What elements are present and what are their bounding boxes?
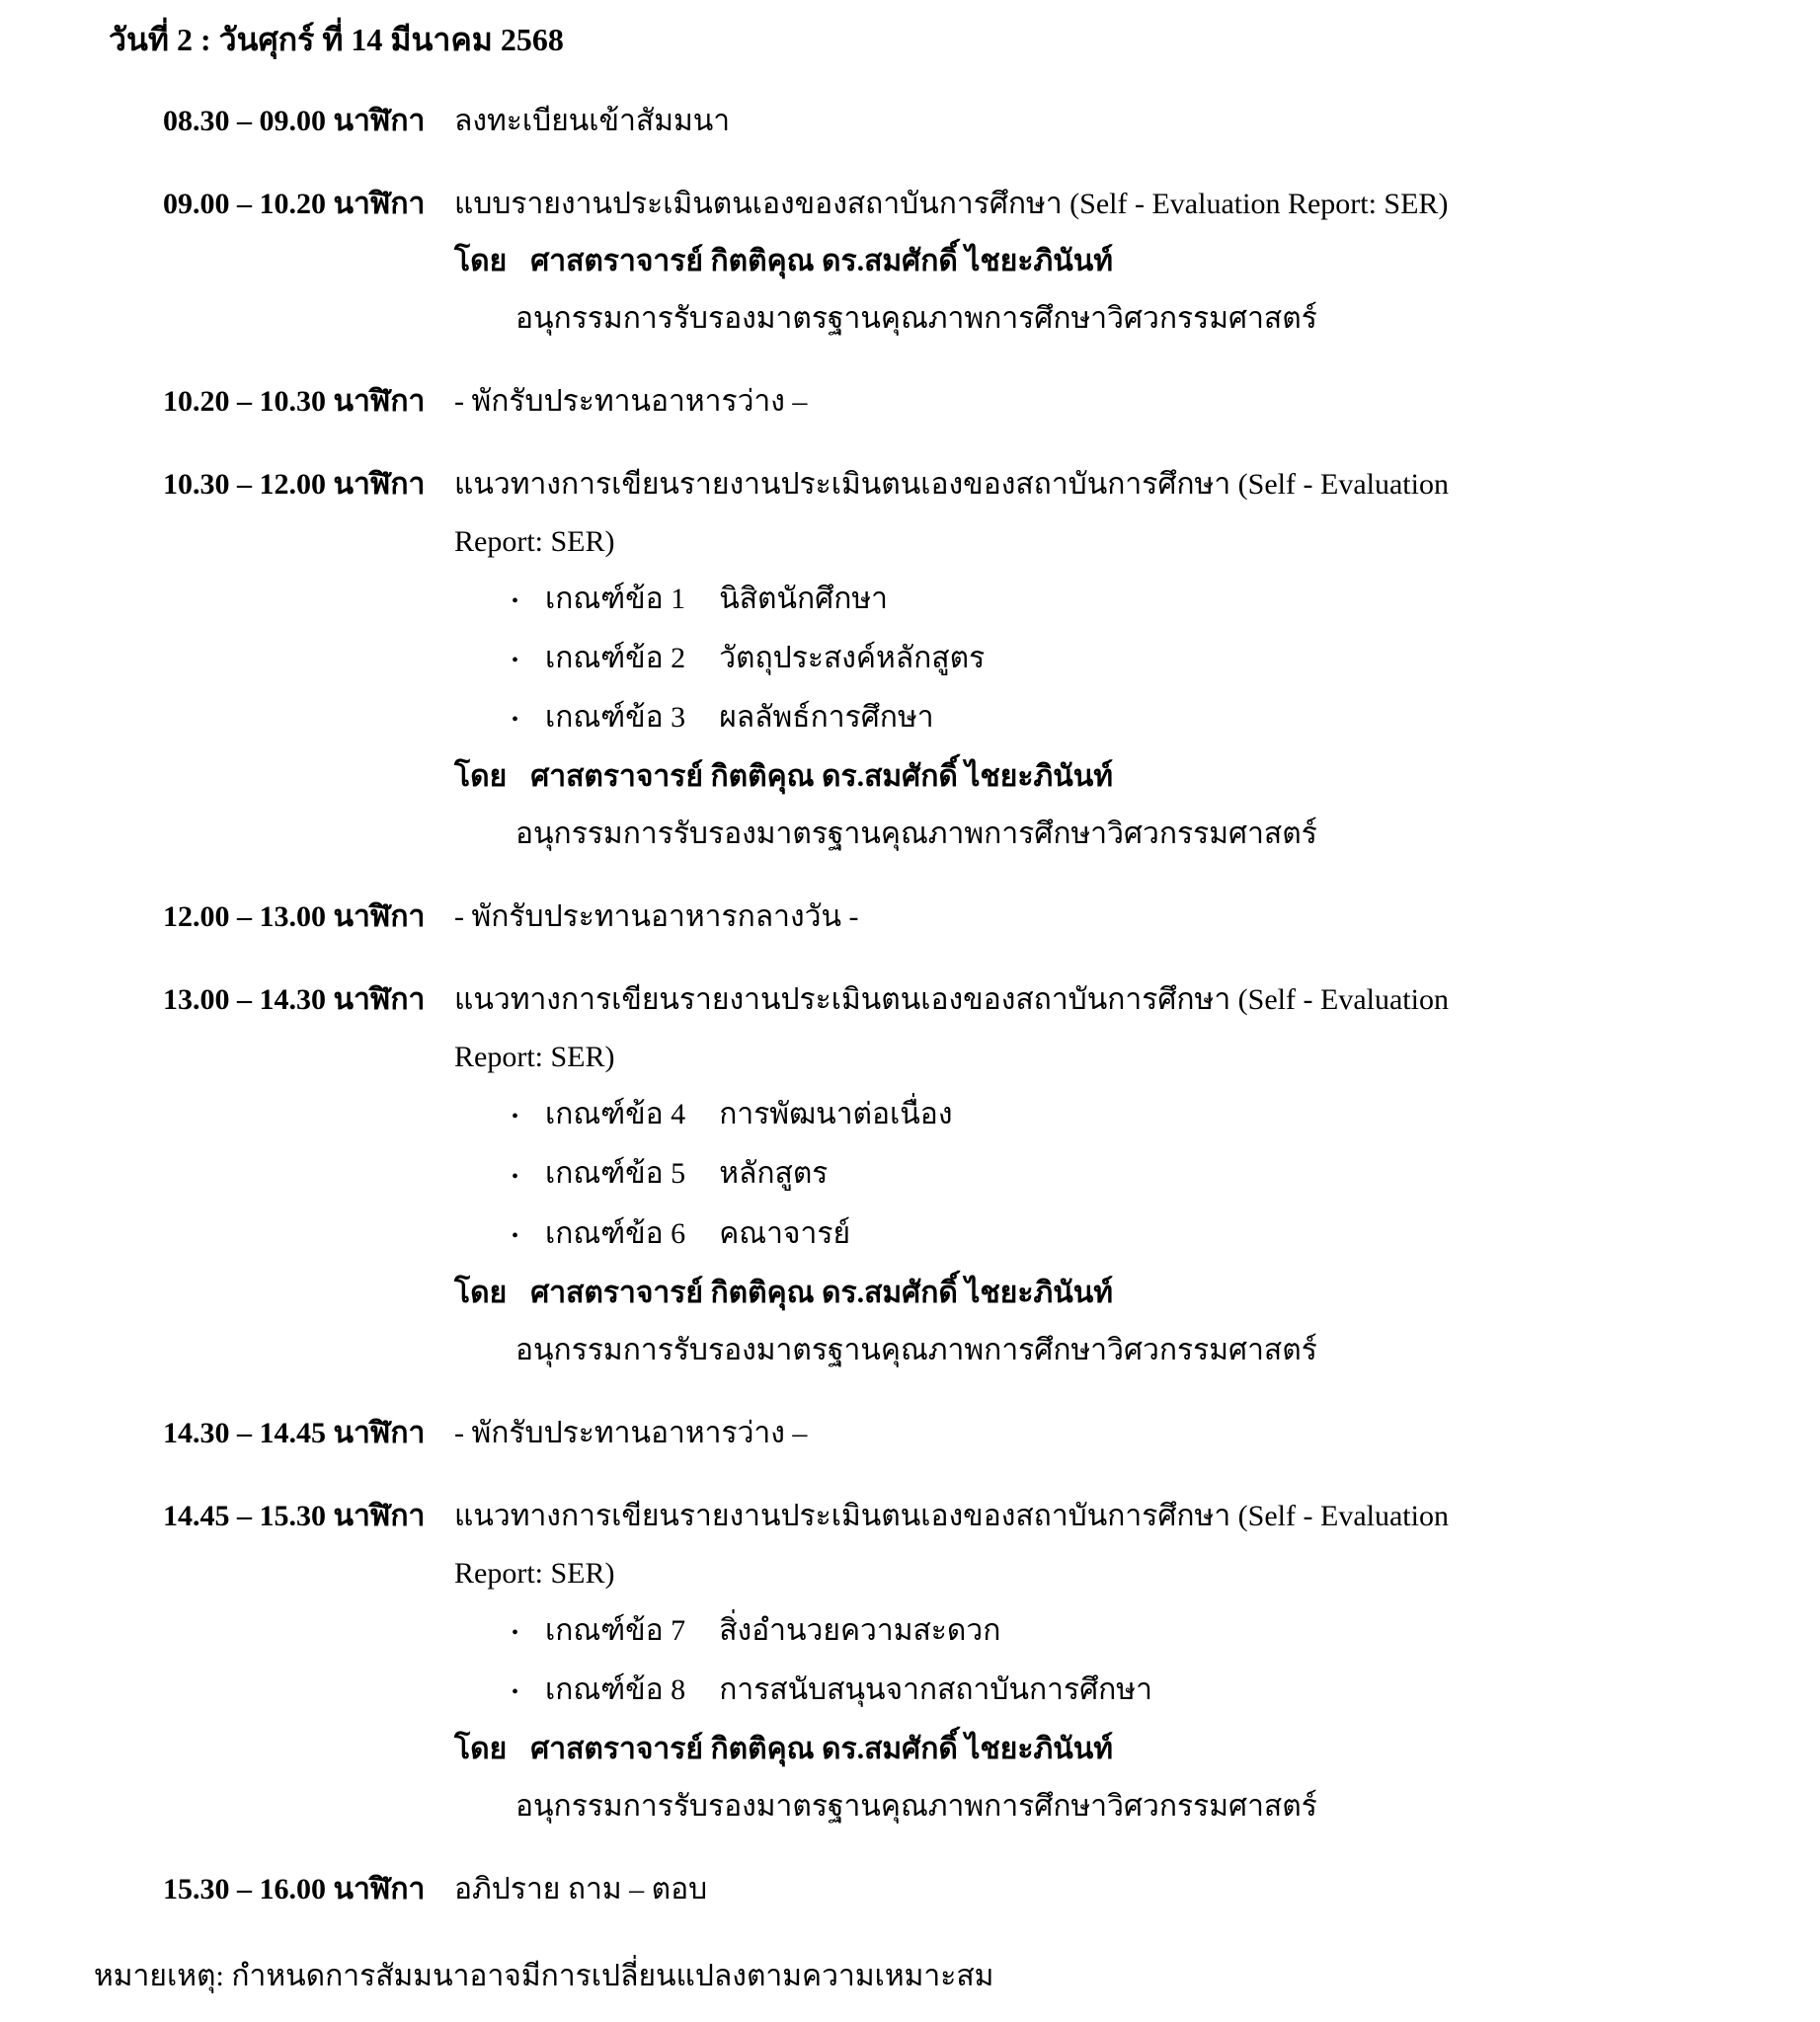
- speaker-prefix: โดย: [454, 245, 508, 277]
- criterion-number: เกณฑ์ข้อ 4: [545, 1098, 686, 1131]
- schedule-row: [0, 1861, 1820, 1918]
- affiliation-line: อนุกรรมการรับรองมาตรฐานคุณภาพการศึกษาวิศวกรรมศาสตร์: [515, 1333, 1317, 1366]
- criterion-text: วัตถุประสงค์หลักสูตร: [719, 642, 986, 675]
- bullet-icon: •: [512, 1106, 519, 1128]
- schedule-row: [0, 972, 1820, 1378]
- time-label: 13.00 – 14.30 นาฬิกา: [163, 983, 426, 1017]
- speaker-prefix: โดย: [454, 1732, 508, 1765]
- time-label: 10.30 – 12.00 นาฬิกา: [163, 468, 426, 501]
- criterion-number: เกณฑ์ข้อ 3: [545, 701, 686, 735]
- speaker-line: [454, 1265, 1820, 1322]
- schedule-row: [0, 176, 1820, 348]
- speaker-name: ศาสตราจารย์ กิตติคุณ ดร.สมศักดิ์ ไชยะภินันท์: [530, 760, 1114, 794]
- session-topic-continued: Report: SER): [454, 1556, 615, 1590]
- session-topic: แนวทางการเขียนรายงานประเมินตนเองของสถาบันการศึกษา (Self - Evaluation: [454, 468, 1449, 501]
- time-label: 10.20 – 10.30 นาฬิกา: [163, 385, 426, 418]
- schedule-row: [0, 456, 1820, 863]
- criterion-number: เกณฑ์ข้อ 1: [545, 583, 686, 615]
- bullet-icon: •: [512, 1621, 519, 1644]
- bullet-item: [512, 1145, 1820, 1205]
- speaker-line: [454, 233, 1820, 290]
- session-topic-continued: Report: SER): [454, 1041, 615, 1074]
- speaker-name: ศาสตราจารย์ กิตติคุณ ดร.สมศักดิ์ ไชยะภินันท์: [530, 1732, 1114, 1765]
- bullet-icon: •: [512, 590, 519, 613]
- criterion-text: สิ่งอำนวยความสะดวก: [719, 1613, 1001, 1647]
- session-topic: แบบรายงานประเมินตนเองของสถาบันการศึกษา (Self - Evaluation Report: SER): [454, 188, 1449, 220]
- bullet-icon: •: [512, 709, 519, 732]
- speaker-name: ศาสตราจารย์ กิตติคุณ ดร.สมศักดิ์ ไชยะภินันท์: [530, 1276, 1114, 1309]
- criterion-number: เกณฑ์ข้อ 2: [545, 642, 686, 675]
- bullet-icon: •: [512, 1165, 519, 1188]
- time-label: 14.30 – 14.45 นาฬิกา: [163, 1416, 426, 1449]
- bullet-icon: •: [512, 650, 519, 672]
- criterion-text: ผลลัพธ์การศึกษา: [719, 701, 934, 735]
- schedule-row: [0, 1488, 1820, 1835]
- criterion-text: การพัฒนาต่อเนื่อง: [719, 1098, 953, 1131]
- session-topic: - พักรับประทานอาหารว่าง –: [454, 1416, 808, 1449]
- time-label: 12.00 – 13.00 นาฬิกา: [163, 900, 426, 934]
- schedule-row: [0, 373, 1820, 430]
- affiliation-line: อนุกรรมการรับรองมาตรฐานคุณภาพการศึกษาวิศวกรรมศาสตร์: [515, 1789, 1317, 1823]
- speaker-line: [454, 1721, 1820, 1778]
- speaker-line: [454, 748, 1820, 806]
- criterion-text: การสนับสนุนจากสถาบันการศึกษา: [719, 1672, 1152, 1706]
- schedule-row: [0, 889, 1820, 946]
- session-topic-continued: Report: SER): [454, 525, 615, 558]
- criterion-number: เกณฑ์ข้อ 8: [545, 1672, 686, 1706]
- bullet-item: [512, 1205, 1820, 1265]
- bullet-icon: •: [512, 1680, 519, 1703]
- criterion-text: นิสิตนักศึกษา: [719, 583, 888, 615]
- affiliation-line: อนุกรรมการรับรองมาตรฐานคุณภาพการศึกษาวิศวกรรมศาสตร์: [515, 817, 1317, 851]
- bullet-item: [512, 571, 1820, 630]
- criterion-text: หลักสูตร: [719, 1157, 829, 1191]
- session-topic: ลงทะเบียนเข้าสัมมนา: [454, 105, 731, 137]
- bullet-icon: •: [512, 1224, 519, 1247]
- speaker-prefix: โดย: [454, 760, 508, 794]
- criterion-text: คณาจารย์: [719, 1216, 851, 1250]
- session-topic: อภิปราย ถาม – ตอบ: [454, 1872, 708, 1905]
- session-topic: แนวทางการเขียนรายงานประเมินตนเองของสถาบันการศึกษา (Self - Evaluation: [454, 1499, 1449, 1532]
- bullet-item: [512, 1662, 1820, 1721]
- session-topic: - พักรับประทานอาหารว่าง –: [454, 385, 808, 418]
- criterion-number: เกณฑ์ข้อ 5: [545, 1157, 686, 1191]
- session-topic: แนวทางการเขียนรายงานประเมินตนเองของสถาบันการศึกษา (Self - Evaluation: [454, 983, 1449, 1017]
- session-topic: - พักรับประทานอาหารกลางวัน -: [454, 900, 859, 934]
- time-label: 14.45 – 15.30 นาฬิกา: [163, 1499, 426, 1532]
- bullet-item: [512, 630, 1820, 689]
- criterion-number: เกณฑ์ข้อ 7: [545, 1613, 686, 1647]
- page-title: วันที่ 2 : วันศุกร์ ที่ 14 มีนาคม 2568: [109, 22, 564, 57]
- bullet-item: [512, 1602, 1820, 1662]
- schedule-row: [0, 93, 1820, 150]
- criterion-number: เกณฑ์ข้อ 6: [545, 1216, 686, 1250]
- affiliation-line: อนุกรรมการรับรองมาตรฐานคุณภาพการศึกษาวิศวกรรมศาสตร์: [515, 302, 1317, 335]
- time-label: 09.00 – 10.20 นาฬิกา: [163, 188, 426, 220]
- speaker-prefix: โดย: [454, 1276, 508, 1309]
- note-line: หมายเหตุ: กำหนดการสัมมนาอาจมีการเปลี่ยนแปลงตามความเหมาะสม: [94, 1959, 994, 1992]
- schedule-row: [0, 1405, 1820, 1462]
- bullet-item: [512, 689, 1820, 748]
- speaker-name: ศาสตราจารย์ กิตติคุณ ดร.สมศักดิ์ ไชยะภินันท์: [530, 245, 1114, 277]
- time-label: 15.30 – 16.00 นาฬิกา: [163, 1872, 426, 1905]
- bullet-item: [512, 1086, 1820, 1145]
- time-label: 08.30 – 09.00 นาฬิกา: [163, 105, 426, 137]
